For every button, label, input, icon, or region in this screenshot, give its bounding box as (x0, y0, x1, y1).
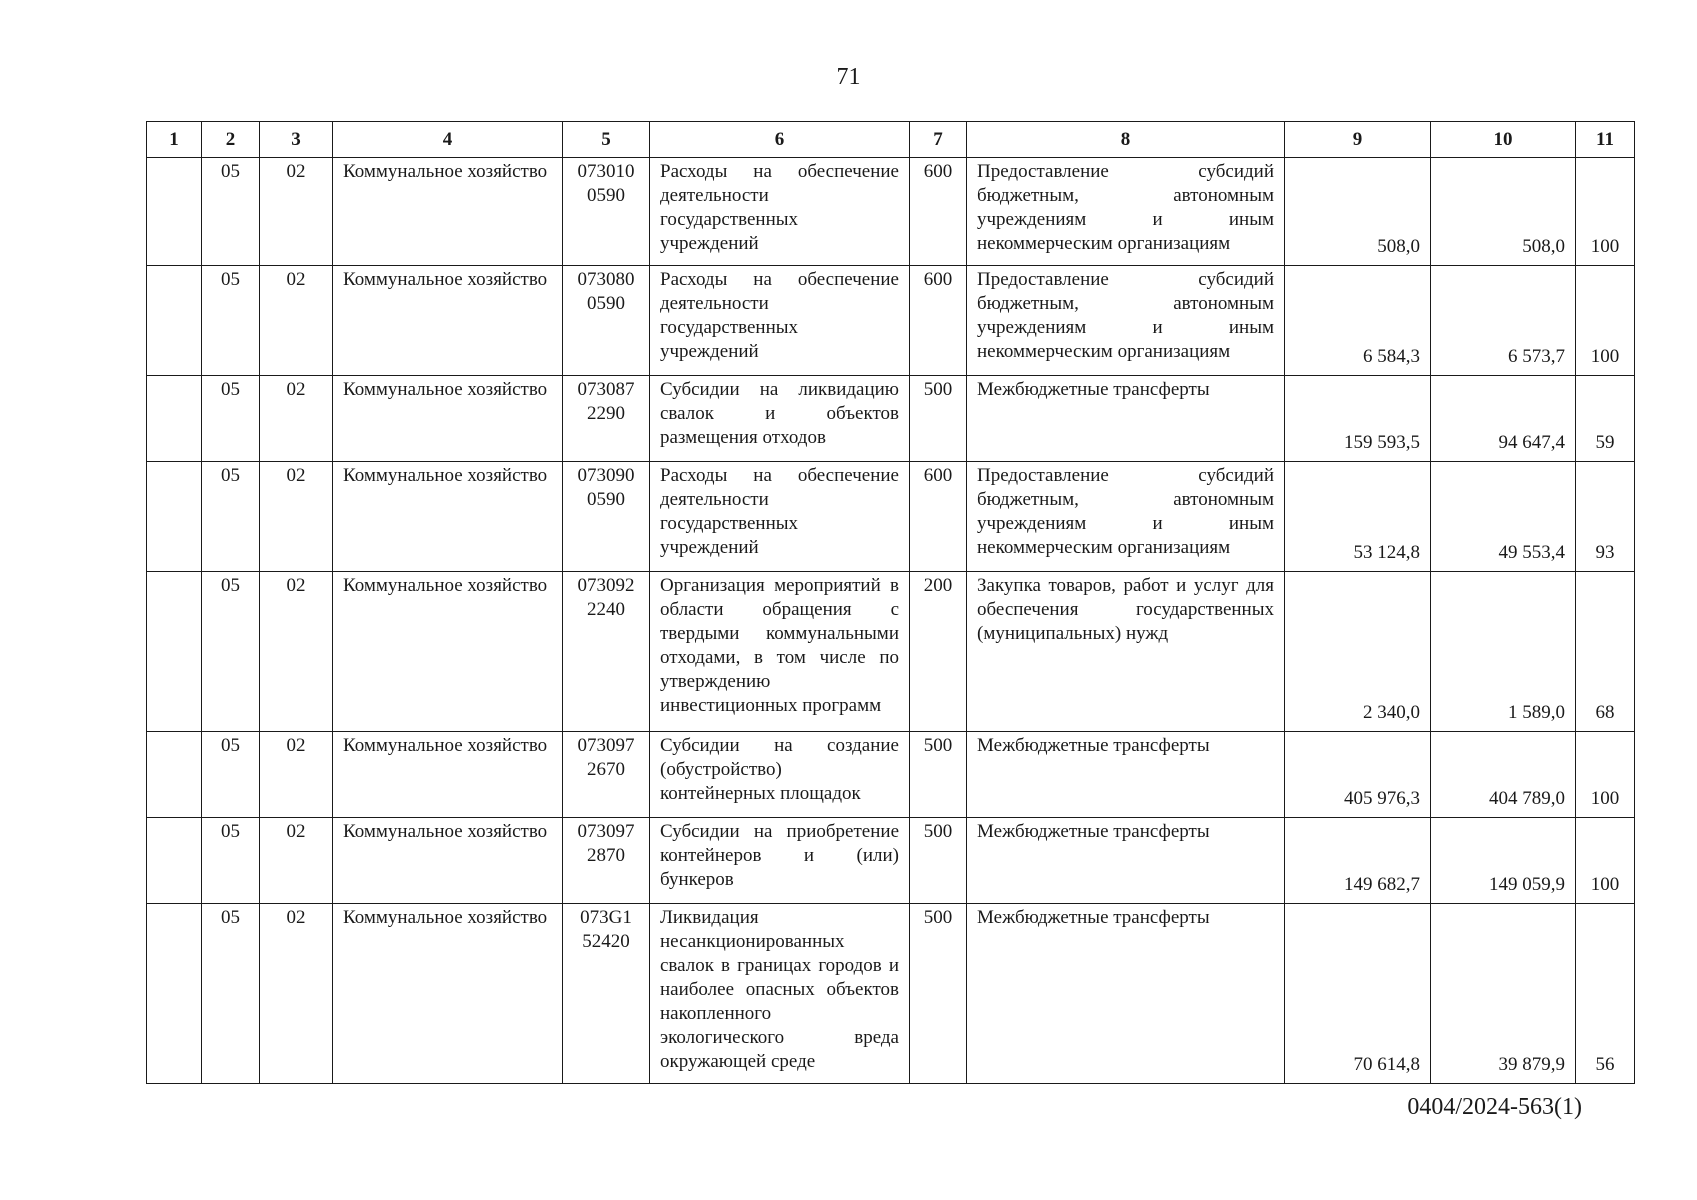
col-header-2: 2 (202, 122, 260, 158)
cell-executed: 404 789,0 (1431, 732, 1576, 818)
cell-index (147, 158, 202, 266)
cell-target-code: 073097 2870 (563, 818, 650, 904)
cell-description: Субсидии на приобретение контейнеров и (или) бункеров (650, 818, 910, 904)
table-row (147, 158, 1635, 266)
cell-expense-name: Межбюджетные трансферты (967, 376, 1285, 462)
cell-index (147, 462, 202, 572)
cell-description: Расходы на обеспечение деятельности государственных учреждений (650, 462, 910, 572)
cell-expense-type: 600 (910, 462, 967, 572)
cell-expense-type: 500 (910, 904, 967, 1084)
cell-planned: 70 614,8 (1285, 904, 1431, 1084)
cell-subsection: 02 (260, 818, 333, 904)
cell-subsection: 02 (260, 732, 333, 818)
cell-section-name: Коммунальное хозяйство (333, 818, 563, 904)
cell-section-name: Коммунальное хозяйство (333, 732, 563, 818)
cell-expense-type: 600 (910, 266, 967, 376)
cell-percent: 100 (1576, 266, 1635, 376)
cell-description: Расходы на обеспечение деятельности государственных учреждений (650, 266, 910, 376)
cell-section: 05 (202, 904, 260, 1084)
cell-description: Субсидии на ликвидацию свалок и объектов размещения отходов (650, 376, 910, 462)
cell-section: 05 (202, 572, 260, 732)
table-row (147, 376, 1635, 462)
cell-percent: 100 (1576, 818, 1635, 904)
cell-section-name: Коммунальное хозяйство (333, 266, 563, 376)
cell-subsection: 02 (260, 266, 333, 376)
col-header-9: 9 (1285, 122, 1431, 158)
cell-executed: 1 589,0 (1431, 572, 1576, 732)
cell-section: 05 (202, 818, 260, 904)
cell-target-code: 073097 2670 (563, 732, 650, 818)
col-header-4: 4 (333, 122, 563, 158)
cell-expense-name: Предоставление субсидий бюджетным, автономным учреждениям и иным некоммерческим организациям (967, 266, 1285, 376)
cell-percent: 68 (1576, 572, 1635, 732)
cell-expense-name: Межбюджетные трансферты (967, 904, 1285, 1084)
cell-description: Ликвидация несанкционированных свалок в границах городов и наиболее опасных объектов накопленного экологического вреда окружающей среде (650, 904, 910, 1084)
cell-subsection: 02 (260, 158, 333, 266)
cell-target-code: 073092 2240 (563, 572, 650, 732)
cell-planned: 53 124,8 (1285, 462, 1431, 572)
cell-index (147, 266, 202, 376)
cell-percent: 59 (1576, 376, 1635, 462)
col-header-6: 6 (650, 122, 910, 158)
cell-executed: 39 879,9 (1431, 904, 1576, 1084)
cell-target-code: 073087 2290 (563, 376, 650, 462)
cell-subsection: 02 (260, 462, 333, 572)
cell-expense-name: Закупка товаров, работ и услуг для обеспечения государственных (муниципальных) нужд (967, 572, 1285, 732)
cell-subsection: 02 (260, 572, 333, 732)
cell-description: Расходы на обеспечение деятельности государственных учреждений (650, 158, 910, 266)
cell-target-code: 073010 0590 (563, 158, 650, 266)
cell-expense-type: 500 (910, 732, 967, 818)
cell-description: Субсидии на создание (обустройство) контейнерных площадок (650, 732, 910, 818)
table-row (147, 462, 1635, 572)
cell-target-code: 073G1 52420 (563, 904, 650, 1084)
cell-percent: 56 (1576, 904, 1635, 1084)
cell-executed: 94 647,4 (1431, 376, 1576, 462)
col-header-7: 7 (910, 122, 967, 158)
cell-expense-name: Предоставление субсидий бюджетным, автономным учреждениям и иным некоммерческим организациям (967, 462, 1285, 572)
cell-planned: 159 593,5 (1285, 376, 1431, 462)
cell-percent: 100 (1576, 732, 1635, 818)
cell-planned: 6 584,3 (1285, 266, 1431, 376)
cell-section-name: Коммунальное хозяйство (333, 158, 563, 266)
cell-executed: 508,0 (1431, 158, 1576, 266)
cell-expense-name: Предоставление субсидий бюджетным, автономным учреждениям и иным некоммерческим организациям (967, 158, 1285, 266)
table-row (147, 572, 1635, 732)
cell-section: 05 (202, 462, 260, 572)
cell-section: 05 (202, 158, 260, 266)
cell-section: 05 (202, 266, 260, 376)
table-row (147, 904, 1635, 1084)
col-header-11: 11 (1576, 122, 1635, 158)
cell-section: 05 (202, 732, 260, 818)
cell-index (147, 732, 202, 818)
cell-planned: 149 682,7 (1285, 818, 1431, 904)
col-header-10: 10 (1431, 122, 1576, 158)
cell-expense-type: 200 (910, 572, 967, 732)
cell-index (147, 376, 202, 462)
cell-section-name: Коммунальное хозяйство (333, 572, 563, 732)
cell-percent: 93 (1576, 462, 1635, 572)
cell-index (147, 818, 202, 904)
table-row (147, 266, 1635, 376)
cell-expense-type: 500 (910, 376, 967, 462)
col-header-1: 1 (147, 122, 202, 158)
col-header-3: 3 (260, 122, 333, 158)
cell-target-code: 073080 0590 (563, 266, 650, 376)
header-row (147, 122, 1635, 158)
cell-expense-name: Межбюджетные трансферты (967, 818, 1285, 904)
cell-section: 05 (202, 376, 260, 462)
cell-section-name: Коммунальное хозяйство (333, 462, 563, 572)
cell-expense-type: 600 (910, 158, 967, 266)
cell-subsection: 02 (260, 376, 333, 462)
cell-index (147, 904, 202, 1084)
cell-planned: 508,0 (1285, 158, 1431, 266)
cell-percent: 100 (1576, 158, 1635, 266)
cell-executed: 6 573,7 (1431, 266, 1576, 376)
table-row (147, 732, 1635, 818)
table-row (147, 818, 1635, 904)
col-header-5: 5 (563, 122, 650, 158)
col-header-8: 8 (967, 122, 1285, 158)
cell-expense-type: 500 (910, 818, 967, 904)
document-code: 0404/2024-563(1) (1407, 1094, 1582, 1120)
cell-planned: 405 976,3 (1285, 732, 1431, 818)
cell-planned: 2 340,0 (1285, 572, 1431, 732)
cell-subsection: 02 (260, 904, 333, 1084)
cell-executed: 49 553,4 (1431, 462, 1576, 572)
cell-description: Организация мероприятий в области обращения с твердыми коммунальными отходами, в том числе по утверждению инвестиционных программ (650, 572, 910, 732)
cell-target-code: 073090 0590 (563, 462, 650, 572)
cell-section-name: Коммунальное хозяйство (333, 376, 563, 462)
cell-expense-name: Межбюджетные трансферты (967, 732, 1285, 818)
page-number: 71 (836, 64, 861, 90)
cell-section-name: Коммунальное хозяйство (333, 904, 563, 1084)
cell-index (147, 572, 202, 732)
budget-table (146, 121, 1635, 1084)
cell-executed: 149 059,9 (1431, 818, 1576, 904)
